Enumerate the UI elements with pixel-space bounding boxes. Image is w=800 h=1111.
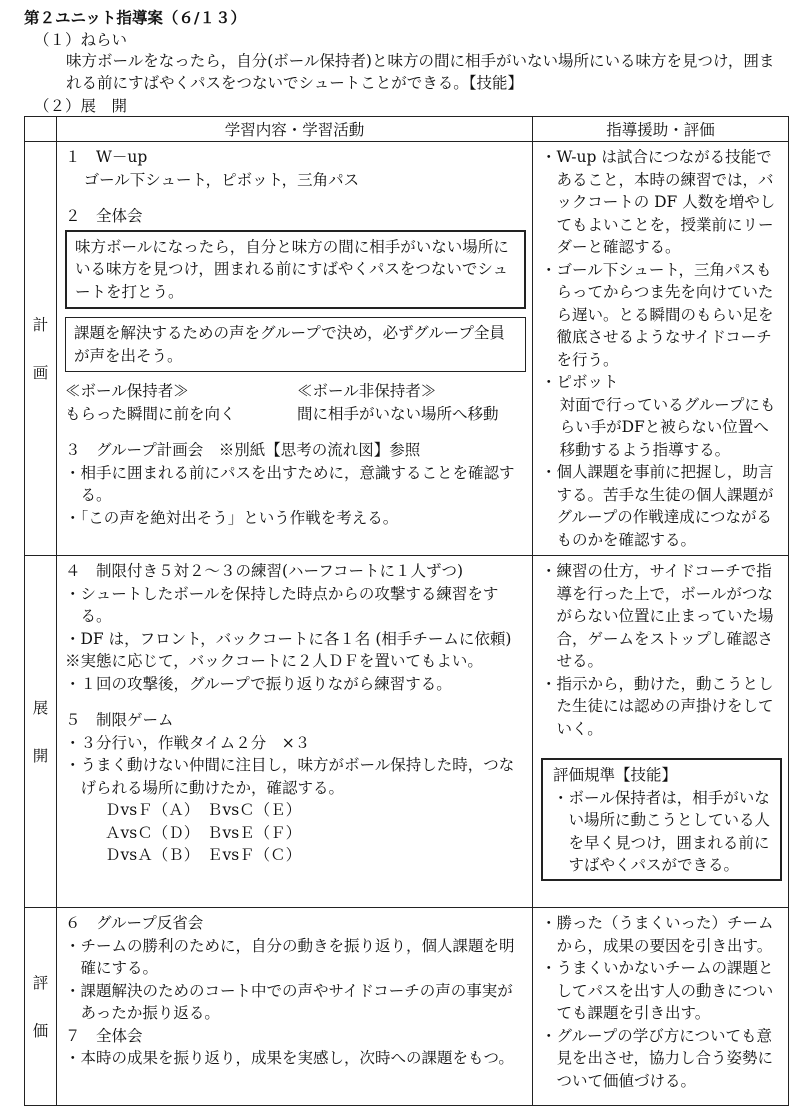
step2-heading: ２ 全体会 bbox=[65, 207, 143, 225]
step4-heading: ４ 制限付き５対２～３の練習(ハーフコートに１人ずつ) bbox=[65, 562, 464, 580]
nonholder-label: ≪ボール非保持者≫ bbox=[297, 382, 437, 400]
header-content: 学習内容・学習活動 bbox=[57, 117, 533, 142]
step5-bullet: ・３分行い，作戦タイム２分 ×３ bbox=[65, 733, 311, 752]
document-title: 第２ユニット指導案（６/１３） bbox=[24, 9, 247, 27]
support-item: ・個人課題を事前に把握し，助言する。苦手な生徒の個人課題がグループの作戦達成につながるものかを確認する。 bbox=[541, 463, 774, 549]
support-item: ・W-up は試合につながる技能であること，本時の練習では，バックコートの DF 人数を増やしてもよいことを，授業前にリーダーと確認する。 bbox=[541, 148, 776, 256]
step6-heading: ６ グループ反省会 bbox=[65, 914, 204, 932]
plan-support bbox=[533, 142, 789, 556]
step6-bullet: ・課題解決のためのコート中での声やサイドコーチの声の事実があったか振り返る。 bbox=[65, 981, 513, 1022]
evaluation-criteria-text: ・ボール保持者は，相手がいない場所に動こうとしている人を早く見つけ，囲まれる前にすばやくパスができる。 bbox=[553, 788, 771, 874]
support-item: ・ピボット bbox=[541, 373, 619, 391]
step5-heading: ５ 制限ゲーム bbox=[65, 711, 174, 729]
support-item: ・グループの学び方についても意見を出させ，協力し合う姿勢について価値づける。 bbox=[541, 1026, 774, 1090]
goal-box: 味方ボールになったら，自分と味方の間に相手がいない場所にいる味方を見つけ，囲まれる前にすばやくパスをつないでシュートを打とう。 bbox=[65, 230, 526, 310]
development-activities bbox=[57, 556, 533, 908]
header-blank bbox=[25, 117, 57, 142]
step4-bullet: ・１回の攻撃後，グループで振り返りながら練習する。 bbox=[65, 674, 452, 693]
reflection-support bbox=[533, 908, 789, 1106]
table-row-development bbox=[25, 556, 789, 908]
step4-bullet: ・DF は，フロント，バックコートに各１名 (相手チームに依頼) bbox=[65, 629, 512, 648]
step6-bullet: ・チームの勝利のために，自分の動きを振り返り，個人課題を明確にする。 bbox=[65, 936, 515, 977]
support-item: ・勝った（うまくいった）チームから，成果の要因を引き出す。 bbox=[541, 914, 774, 955]
nonholder-text: 間に相手がいない場所へ移動 bbox=[297, 404, 499, 423]
step7-bullet: ・本時の成果を振り返り，成果を実感し，次時への課題をもつ。 bbox=[65, 1049, 514, 1067]
step1-body: ゴール下シュート，ピボット，三角パス bbox=[83, 170, 360, 189]
holder-label: ≪ボール保持者≫ bbox=[65, 382, 189, 400]
phase-label-plan: 計 画 bbox=[25, 142, 57, 556]
phase-label-development: 展 開 bbox=[25, 556, 57, 908]
development-support bbox=[533, 556, 789, 908]
evaluation-criteria-title: 評価規準【技能】 bbox=[553, 766, 678, 784]
phase-label-reflection: 評 価 bbox=[25, 908, 57, 1106]
support-item: ・うまくいかないチームの課題としてパスを出す人の動きについても課題を引き出す。 bbox=[541, 959, 774, 1022]
step3-bullet: ・「この声を絶対出そう」という作戦を考える。 bbox=[65, 508, 399, 527]
support-item: ・ゴール下シュート，三角パスもらってからつま先を向けていたら遅い。とる瞬間のもらい足を徹底させるようなサイドコーチを行う。 bbox=[541, 260, 774, 369]
game-matchup: ＤvsＦ（Ａ） ＢvsＣ（Ｅ） bbox=[105, 801, 302, 819]
holder-text: もらった瞬間に前を向く bbox=[65, 404, 236, 423]
step3-heading: ３ グループ計画会 ※別紙【思考の流れ図】参照 bbox=[65, 441, 421, 459]
table-row-plan bbox=[25, 142, 789, 556]
support-item: ・練習の仕方，サイドコーチで指導を行った上で，ボールがつながらない位置に止まっていた場合，ゲームをストップし確認させる。 bbox=[541, 562, 774, 670]
step7-heading: ７ 全体会 bbox=[65, 1026, 143, 1045]
game-matchup: ＤvsＡ（Ｂ） ＥvsＦ（Ｃ） bbox=[105, 846, 302, 864]
step5-bullet: ・うまく動けない仲間に注目し，味方がボール保持した時，つなげられる場所に動けたか，確認する。 bbox=[65, 756, 515, 797]
step3-bullet: ・相手に囲まれる前にパスを出すために，意識することを確認する。 bbox=[65, 463, 515, 504]
plan-activities bbox=[57, 142, 533, 556]
table-header-row bbox=[25, 117, 789, 142]
evaluation-criteria-box bbox=[541, 758, 782, 881]
lesson-plan-table bbox=[24, 116, 789, 1106]
task-box: 課題を解決するための声をグループで決め，必ずグループ全員が声を出そう。 bbox=[65, 317, 526, 372]
game-matchup: ＡvsＣ（Ｄ） ＢvsＥ（Ｆ） bbox=[105, 823, 302, 842]
header-support: 指導援助・評価 bbox=[533, 117, 789, 142]
aim-text: 味方ボールをなったら，自分(ボール保持者)と味方の間に相手がいない場所にいる味方を見つけ，囲まれる前にすばやくパスをつないでシュートことができる。【技能】 bbox=[66, 52, 775, 92]
step1-heading: １ W－up bbox=[65, 148, 148, 166]
table-row-reflection bbox=[25, 908, 789, 1106]
support-item: 対面で行っているグループにもらい手がDFと被らない位置へ移動するよう指導する。 bbox=[559, 395, 776, 459]
step4-note: ※実態に応じて，バックコートに２人ＤＦを置いてもよい。 bbox=[65, 652, 483, 670]
support-item: ・指示から，動けた，動こうとした生徒には認めの声掛けをしていく。 bbox=[541, 674, 774, 738]
step4-bullet: ・シュートしたボールを保持した時点からの攻撃する練習をする。 bbox=[65, 584, 499, 625]
development-heading: （２）展 開 bbox=[34, 97, 128, 115]
aim-heading: （１）ねらい bbox=[34, 31, 128, 49]
reflection-activities bbox=[57, 908, 533, 1106]
